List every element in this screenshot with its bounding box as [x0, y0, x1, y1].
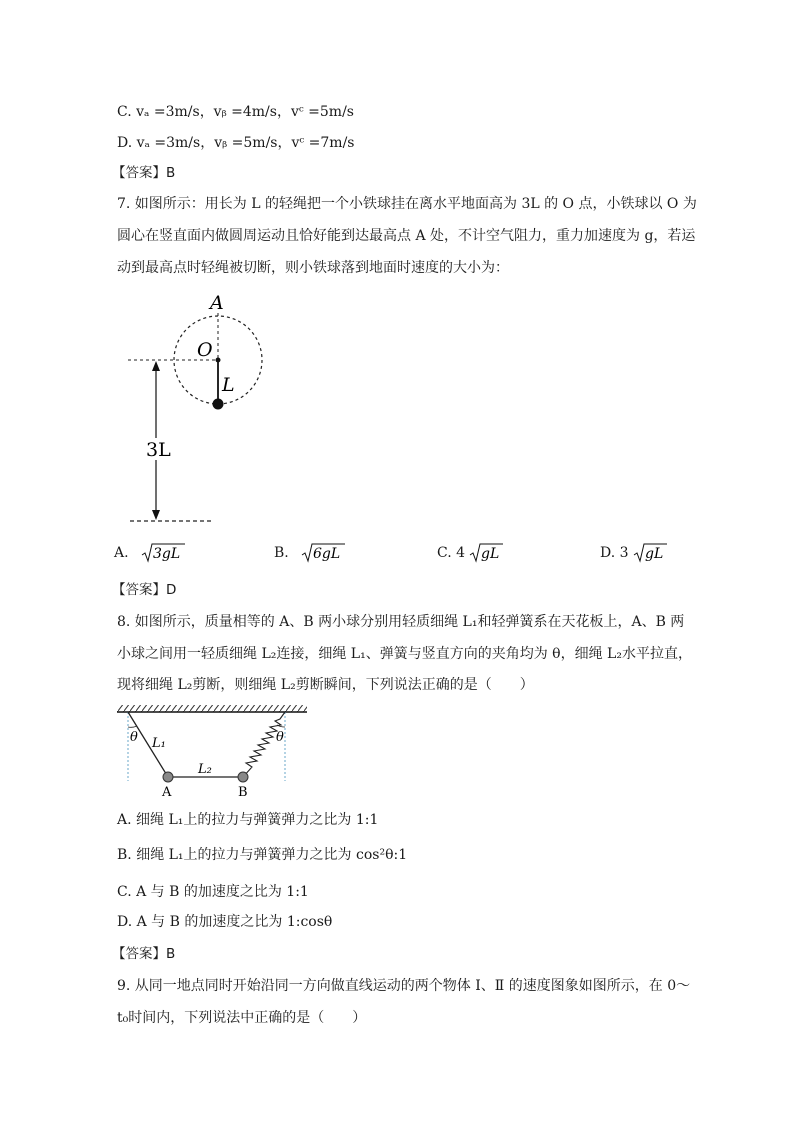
- height-label: 3L: [146, 439, 171, 461]
- q8-option-c: C. A 与 B 的加速度之比为 1:1: [117, 884, 309, 900]
- option-d-label: D. 3: [600, 545, 629, 561]
- sqrt-c: [469, 542, 503, 564]
- q8-option-b: B. 细绳 L₁上的拉力与弹簧弹力之比为 cos²θ:1: [117, 847, 408, 863]
- q6-option-d: D. vₐ =3m/s，vᵦ =5m/s，vᶜ =7m/s: [117, 135, 355, 151]
- q8-option-d: D. A 与 B 的加速度之比为 1:cosθ: [117, 914, 333, 930]
- q7-stem-line3: 动到最高点时轻绳被切断，则小铁球落到地面时速度的大小为：: [117, 260, 509, 276]
- arrow-up-head: [152, 361, 160, 371]
- option-a-label: A.: [114, 545, 129, 561]
- q6-option-c: C. vₐ =3m/s，vᵦ =4m/s，vᶜ =5m/s: [117, 104, 354, 120]
- sqrt-a: [141, 542, 185, 564]
- ceiling-hatch: [117, 705, 307, 712]
- q7-option-a: [114, 542, 185, 564]
- theta-right: θ: [276, 730, 284, 745]
- sqrt-b: [301, 542, 345, 564]
- q7-option-c: [437, 542, 503, 564]
- q7-figure: [110, 285, 280, 530]
- label-ball-a: A: [162, 785, 172, 798]
- q7-answer: 【答案】D: [112, 582, 177, 598]
- q8-option-a: A. 细绳 L₁上的拉力与弹簧弹力之比为 1:1: [117, 812, 379, 828]
- q6-answer: 【答案】B: [112, 165, 176, 181]
- option-c-label: C. 4: [437, 545, 466, 561]
- q7-option-b: [274, 542, 345, 564]
- label-ball-b: B: [238, 785, 248, 798]
- q8-figure: [112, 703, 312, 798]
- ball-b: [238, 772, 248, 782]
- option-b-label: B.: [274, 545, 289, 561]
- q7-option-d: [600, 542, 667, 564]
- sqrt-a-content: 3gL: [153, 546, 181, 562]
- label-l: L: [222, 374, 235, 396]
- ball-a: [163, 772, 173, 782]
- arrow-down-head: [152, 510, 160, 520]
- label-l2: L₂: [198, 762, 212, 777]
- q7-stem-line2: 圆心在竖直面内做圆周运动且恰好能到达最高点 A 处，不计空气阻力，重力加速度为 g，若运: [117, 228, 696, 244]
- q8-stem-line3: 现将细绳 L₂剪断，则细绳 L₂剪断瞬间，下列说法正确的是（ ）: [117, 677, 534, 693]
- sqrt-d: [633, 542, 667, 564]
- label-l1: L₁: [152, 736, 166, 751]
- q8-stem-line2: 小球之间用一轻质细绳 L₂连接，细绳 L₁、弹簧与竖直方向的夹角均为 θ，细绳 L₂水平拉直，: [117, 646, 692, 662]
- q8-stem-line1: 8. 如图所示，质量相等的 A、B 两小球分别用轻质细绳 L₁和轻弹簧系在天花板上，A、B 两: [117, 614, 685, 630]
- q9-stem-line2: t₀时间内，下列说法中正确的是（ ）: [117, 1010, 367, 1026]
- sqrt-c-content: gL: [481, 546, 500, 562]
- label-o: O: [197, 339, 213, 361]
- sqrt-b-content: 6gL: [313, 546, 341, 562]
- q9-stem-line1: 9. 从同一地点同时开始沿同一方向做直线运动的两个物体 Ⅰ、Ⅱ 的速度图象如图所示，在 0～: [117, 978, 691, 994]
- q7-stem-line1: 7. 如图所示：用长为 L 的轻绳把一个小铁球挂在离水平地面高为 3L 的 O 点，小铁球以 O 为: [117, 196, 697, 212]
- angle-arc-left: [128, 726, 137, 727]
- theta-left: θ: [130, 730, 138, 745]
- q8-answer: 【答案】B: [112, 946, 176, 962]
- iron-ball: [213, 399, 224, 410]
- sqrt-d-content: gL: [645, 546, 664, 562]
- label-a: A: [210, 292, 224, 314]
